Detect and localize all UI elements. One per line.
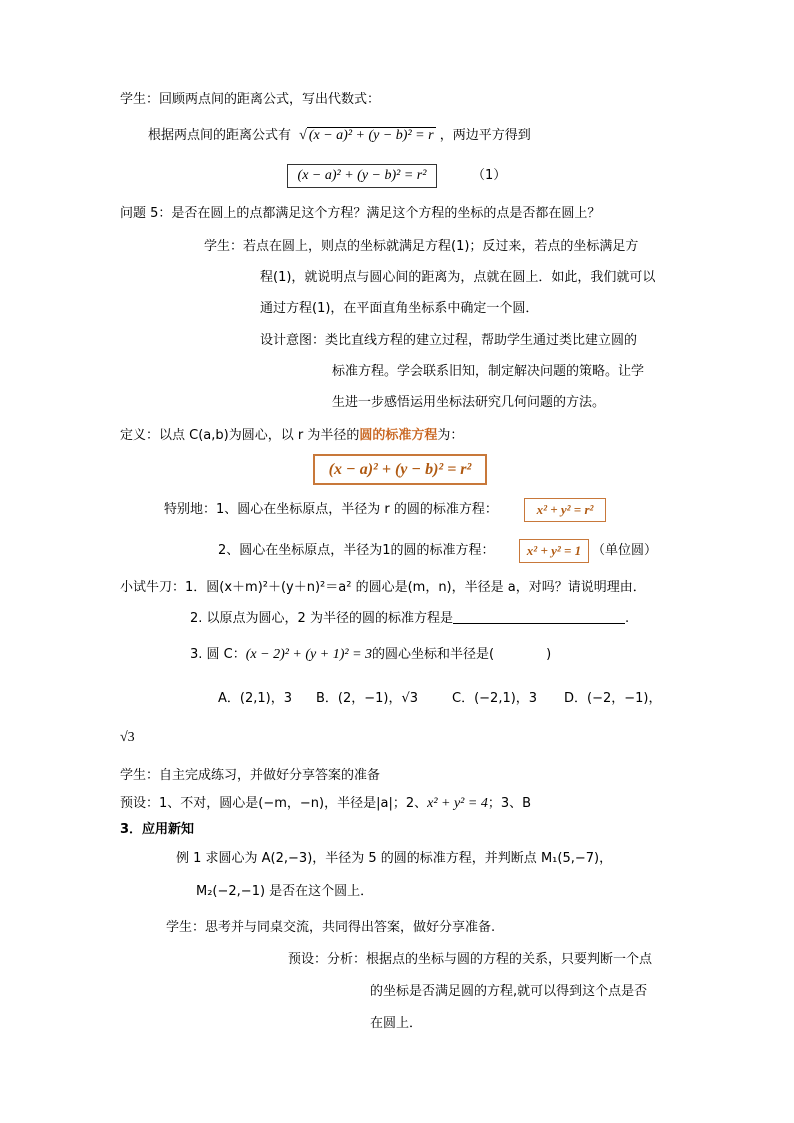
definition-highlight: 圆的标准方程 (359, 428, 438, 443)
preset-analysis-line-1: 预设：分析：根据点的坐标与圆的方程的关系，只要判断一个点 (288, 952, 653, 967)
equation-1-box: (x − a)² + (y − b)² = r² (287, 164, 437, 188)
example-1-line-2: M₂(−2,−1) 是否在这个圆上． (196, 884, 374, 899)
distance-formula-tail: ，两边平方得到 (439, 128, 531, 143)
special-case-2-formula: x² + y² = 1 (519, 539, 589, 563)
design-intent-line-2: 标准方程。学会联系旧知，制定解决问题的策略。让学 (332, 364, 645, 379)
preset-answer-formula: x² + y² = 4 (427, 796, 488, 811)
option-d: D．(−2，−1)， (564, 691, 662, 706)
try-question-2-text: 2. 以原点为圆心，2 为半径的圆的标准方程是 (190, 611, 453, 626)
equation-1-number: （1） (472, 168, 507, 183)
try-question-3-label: 3. 圆 C： (190, 647, 246, 662)
distance-formula: √ (x − a)² + (y − b)² = r (299, 128, 434, 143)
special-case-1-formula: x² + y² = r² (524, 498, 606, 522)
answer-blank (453, 609, 625, 624)
student-answer-line-1: 学生：若点在圆上，则点的坐标就满足方程(1)；反过来，若点的坐标满足方 (204, 239, 639, 254)
example-1-line-1: 例 1 求圆心为 A(2,−3)，半径为 5 的圆的标准方程，并判断点 M₁(5,−7)， (176, 851, 613, 866)
option-b: B．(2，−1)，√3 (316, 691, 419, 706)
student-think-line: 学生：思考并与同桌交流，共同得出答案，做好分享准备. (166, 920, 496, 935)
try-question-2-end: . (624, 611, 630, 626)
option-a: A．(2,1)，3 (218, 691, 292, 706)
distance-formula-intro: 根据两点间的距离公式有 (148, 128, 292, 143)
definition-tail: 为： (437, 428, 464, 443)
preset-answers (120, 794, 531, 814)
design-intent-line-3: 生进一步感悟运用坐标法研究几何问题的方法。 (332, 395, 606, 410)
try-question-3-text: 的圆心坐标和半径是( (372, 647, 495, 662)
standard-equation-box: (x − a)² + (y − b)² = r² (313, 454, 487, 485)
try-question-1: 小试牛刀：1．圆(x＋m)²＋(y＋n)²＝a² 的圆心是(m，n)，半径是 a，对吗？请说明理由． (120, 580, 646, 595)
design-intent-line-1: 设计意图：类比直线方程的建立过程，帮助学生通过类比建立圆的 (260, 333, 638, 348)
try-question-3 (190, 645, 551, 665)
special-case-2: 2、圆心在坐标原点，半径为1的圆的标准方程： (218, 543, 495, 558)
option-c: C．(−2,1)，3 (452, 691, 538, 706)
preset-analysis-line-3: 在圆上． (370, 1016, 423, 1031)
try-question-3-close: ) (546, 647, 552, 662)
student-answer-line-2: 程(1)，就说明点与圆心间的距离为，点就在圆上．如此，我们就可以 (260, 270, 656, 285)
special-case-1: 特别地：1、圆心在坐标原点，半径为 r 的圆的标准方程： (164, 502, 498, 517)
preset-analysis-line-2: 的坐标是否满足圆的方程,就可以得到这个点是否 (370, 984, 648, 999)
definition-line (120, 426, 463, 446)
preset-answers-tail: ；3、B (487, 796, 532, 811)
distance-formula-line (148, 126, 531, 146)
student-review-line: 学生：回顾两点间的距离公式，写出代数式： (120, 92, 381, 107)
option-d-radical: √3 (120, 730, 135, 745)
unit-circle-label: （单位圆） (592, 543, 658, 558)
question-5: 问题 5：是否在圆上的点都满足这个方程？满足这个方程的坐标的点是否都在圆上？ (120, 206, 601, 221)
try-question-3-formula: (x − 2)² + (y + 1)² = 3 (245, 647, 373, 662)
student-exercise-line: 学生：自主完成练习，并做好分享答案的准备 (120, 768, 381, 783)
preset-answers-text: 预设：1、不对，圆心是(−m，−n)，半径是|a|；2、 (120, 796, 428, 811)
try-question-2 (190, 609, 629, 629)
definition-text: 定义：以点 C(a,b)为圆心，以 r 为半径的 (120, 428, 360, 443)
section-3-heading: 3．应用新知 (120, 822, 195, 837)
student-answer-line-3: 通过方程(1)，在平面直角坐标系中确定一个圆． (260, 301, 539, 316)
